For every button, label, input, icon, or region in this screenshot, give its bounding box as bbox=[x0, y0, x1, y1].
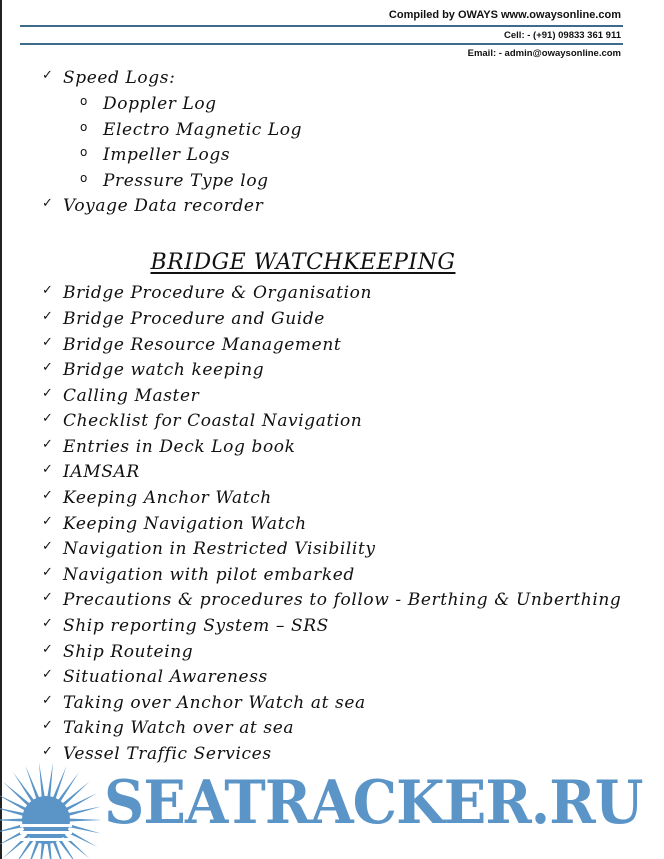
sun-ray bbox=[0, 793, 27, 811]
sun-band bbox=[20, 824, 72, 827]
list-item-label: Ship Routeing bbox=[63, 642, 194, 662]
checkmark-icon: ✓ bbox=[42, 360, 54, 375]
sun-band bbox=[20, 831, 72, 834]
sun-ray bbox=[57, 772, 79, 803]
circle-bullet-icon: o bbox=[80, 145, 88, 159]
checkmark-icon: ✓ bbox=[42, 616, 54, 631]
checkmark-icon: ✓ bbox=[42, 539, 54, 554]
checkmark-icon: ✓ bbox=[42, 437, 54, 452]
watermark-text: SEATRACKER.RU bbox=[104, 768, 643, 838]
checkmark-icon: ✓ bbox=[42, 411, 54, 426]
circle-bullet-icon: o bbox=[80, 171, 88, 185]
list-item-label: Voyage Data recorder bbox=[63, 196, 264, 216]
header-divider-top bbox=[20, 25, 623, 27]
sub-list-item-label: Impeller Logs bbox=[103, 145, 231, 165]
list-item-label: Bridge watch keeping bbox=[63, 360, 265, 380]
list-item-label: Calling Master bbox=[63, 386, 200, 406]
list-item-label: Keeping Navigation Watch bbox=[63, 514, 307, 534]
checkmark-icon: ✓ bbox=[42, 196, 54, 211]
checkmark-icon: ✓ bbox=[42, 283, 54, 298]
sun-ray bbox=[61, 782, 89, 807]
checkmark-icon: ✓ bbox=[42, 514, 54, 529]
circle-bullet-icon: o bbox=[80, 94, 88, 108]
sun-disc bbox=[22, 796, 70, 844]
sun-ray bbox=[3, 833, 31, 858]
checkmark-icon: ✓ bbox=[42, 462, 54, 477]
sun-ray bbox=[47, 842, 53, 859]
header-divider-bottom bbox=[20, 43, 623, 45]
header-compiled-by: Compiled by OWAYS www.owaysonline.com bbox=[388, 9, 621, 21]
checkmark-icon: ✓ bbox=[42, 335, 54, 350]
list-item-label: Navigation in Restricted Visibility bbox=[63, 539, 376, 559]
list-item-label: IAMSAR bbox=[63, 462, 140, 482]
checkmark-icon: ✓ bbox=[42, 309, 54, 324]
header-email: Email: - admin@owaysonline.com bbox=[467, 48, 621, 59]
sub-list-item-label: Doppler Log bbox=[103, 94, 217, 114]
list-item-label: Precautions & procedures to follow - Berthing & Unberthing bbox=[63, 590, 622, 610]
checkmark-icon: ✓ bbox=[42, 386, 54, 401]
checkmark-icon: ✓ bbox=[42, 693, 54, 708]
list-item-label: Taking Watch over at sea bbox=[63, 718, 295, 738]
checkmark-icon: ✓ bbox=[42, 565, 54, 580]
list-item-label: Navigation with pilot embarked bbox=[63, 565, 355, 585]
sun-ray bbox=[47, 762, 53, 798]
page-left-border bbox=[0, 0, 2, 859]
sun-ray bbox=[39, 842, 45, 859]
sun-ray bbox=[25, 840, 39, 859]
section-title: BRIDGE WATCHKEEPING bbox=[150, 250, 456, 275]
checkmark-icon: ✓ bbox=[42, 68, 54, 83]
sun-ray bbox=[39, 762, 45, 798]
document-header bbox=[0, 0, 664, 62]
list-item-label: Checklist for Coastal Navigation bbox=[63, 411, 363, 431]
list-item-label: Bridge Resource Management bbox=[63, 335, 342, 355]
sun-ray bbox=[68, 818, 100, 821]
checkmark-icon: ✓ bbox=[42, 642, 54, 657]
sun-logo-icon bbox=[0, 760, 100, 859]
checkmark-icon: ✓ bbox=[42, 667, 54, 682]
list-item-label: Ship reporting System – SRS bbox=[63, 616, 329, 636]
list-item-label: Keeping Anchor Watch bbox=[63, 488, 272, 508]
sun-band bbox=[20, 838, 72, 841]
watermark bbox=[0, 760, 664, 859]
sub-list-item-label: Pressure Type log bbox=[103, 171, 269, 191]
sun-ray bbox=[3, 782, 31, 807]
sun-ray bbox=[52, 840, 66, 859]
list-item-label: Taking over Anchor Watch at sea bbox=[63, 693, 366, 713]
sun-ray bbox=[13, 772, 35, 803]
list-item-label: Speed Logs: bbox=[63, 68, 176, 88]
list-item-label: Bridge Procedure and Guide bbox=[63, 309, 325, 329]
checkmark-icon: ✓ bbox=[42, 488, 54, 503]
circle-bullet-icon: o bbox=[80, 120, 88, 134]
header-cell-number: Cell: - (+91) 09833 361 911 bbox=[504, 30, 621, 41]
list-item-label: Bridge Procedure & Organisation bbox=[63, 283, 373, 303]
list-item-label: Situational Awareness bbox=[63, 667, 268, 687]
sun-ray bbox=[61, 833, 89, 858]
sub-list-item-label: Electro Magnetic Log bbox=[103, 120, 303, 140]
list-item-label: Entries in Deck Log book bbox=[63, 437, 296, 457]
checkmark-icon: ✓ bbox=[42, 744, 54, 759]
list-item-label: Vessel Traffic Services bbox=[63, 744, 272, 764]
checkmark-icon: ✓ bbox=[42, 718, 54, 733]
checkmark-icon: ✓ bbox=[42, 590, 54, 605]
sun-ray bbox=[0, 818, 24, 821]
